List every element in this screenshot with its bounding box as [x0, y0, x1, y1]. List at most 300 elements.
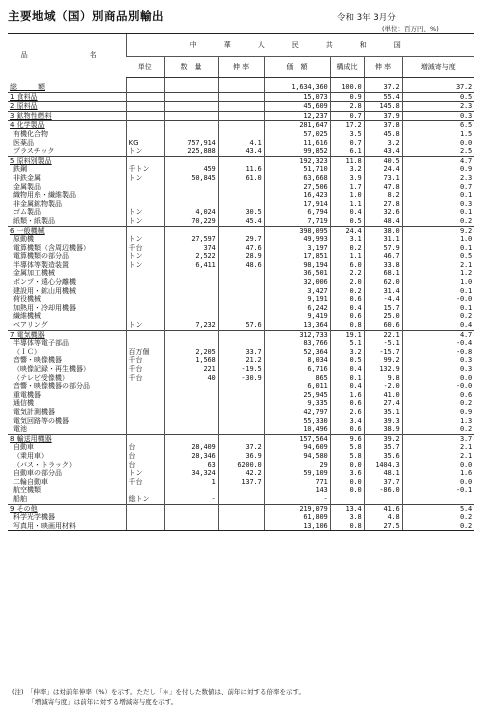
unit-cell: トン [126, 208, 164, 217]
share-cell: 3.8 [330, 513, 364, 522]
value-rate-cell: 45.8 [364, 130, 402, 139]
item-name-cell: 電池 [13, 425, 27, 434]
unit-cell [126, 102, 164, 112]
quantity-cell [164, 391, 218, 400]
item-name-cell: ポンプ・遠心分離機 [13, 278, 76, 287]
value-cell: 36,501 [264, 269, 330, 278]
item-name-cell: 加熱用・冷却用機器 [13, 303, 76, 312]
quantity-cell: - [164, 495, 218, 504]
quantity-rate-cell [218, 382, 264, 391]
quantity-rate-cell [218, 330, 264, 339]
quantity-cell [164, 226, 218, 235]
quantity-cell [164, 339, 218, 348]
quantity-rate-cell [218, 295, 264, 304]
quantity-rate-cell: 21.2 [218, 356, 264, 365]
item-name-cell: （映像記録・再生機器） [13, 365, 90, 373]
table-row [8, 365, 474, 374]
value-cell: 94,580 [264, 452, 330, 461]
value-cell: 219,079 [264, 504, 330, 513]
value-cell: 17,851 [264, 252, 330, 261]
value-rate-cell: 145.8 [364, 102, 402, 112]
quantity-rate-cell [218, 304, 264, 313]
unit-cell [126, 486, 164, 495]
value-rate-cell: 41.0 [364, 391, 402, 400]
share-cell: 6.1 [330, 147, 364, 156]
share-cell: 9.6 [330, 434, 364, 443]
share-cell: 17.2 [330, 121, 364, 130]
contribution-cell: 0.0 [402, 374, 474, 383]
share-cell: 5.8 [330, 443, 364, 452]
table-row [8, 443, 474, 452]
item-name-cell: 重電機器 [13, 390, 41, 399]
quantity-cell [164, 434, 218, 443]
footnote-line: 「増減寄与度」は前年に対する増減寄与度を示す。 [12, 698, 178, 706]
contribution-cell: -0.8 [402, 348, 474, 357]
unit-cell [126, 312, 164, 321]
quantity-rate-cell: 48.6 [218, 261, 264, 270]
unit-cell [126, 330, 164, 339]
table-row [8, 174, 474, 183]
quantity-cell [164, 130, 218, 139]
value-cell: 16,423 [264, 191, 330, 200]
item-name-cell: 2 原料品 [8, 102, 126, 112]
unit-cell: トン [126, 252, 164, 261]
value-rate-cell: -4.4 [364, 295, 402, 304]
share-cell: 0.8 [330, 321, 364, 330]
share-cell: 0.7 [330, 139, 364, 148]
value-rate-cell: 33.8 [364, 261, 402, 270]
unit-cell [126, 83, 164, 92]
table-row [8, 261, 474, 270]
unit-cell: トン [126, 217, 164, 226]
page-title: 主要地域（国）別商品別輸出 [8, 9, 164, 23]
contribution-cell: 0.2 [402, 399, 474, 408]
table-row [8, 92, 474, 102]
table-row [8, 200, 474, 209]
quantity-rate-cell: 11.6 [218, 165, 264, 174]
unit-cell: 台 [126, 452, 164, 461]
share-cell: 0.5 [330, 356, 364, 365]
item-name-cell: 総 額 [10, 83, 45, 91]
contribution-cell: 4.7 [402, 156, 474, 165]
value-cell: 6,011 [264, 382, 330, 391]
unit-cell: 総トン [126, 495, 164, 504]
item-name-cell: 建設用・鉱山用機械 [13, 286, 76, 295]
quantity-cell: 34,324 [164, 469, 218, 478]
share-cell: 24.4 [330, 226, 364, 235]
item-name-cell: 3 鉱物性燃料 [8, 111, 126, 121]
share-cell: 0.1 [330, 374, 364, 383]
value-rate-cell: 41.6 [364, 504, 402, 513]
contribution-cell: 0.3 [402, 200, 474, 209]
quantity-cell: 40 [164, 374, 218, 383]
item-name-cell: （ＩＣ） [13, 347, 41, 356]
item-name-cell: 医薬品 [13, 138, 34, 147]
value-rate-cell: 9.8 [364, 374, 402, 383]
unit-label: (単位：百万円、%) [382, 25, 439, 33]
quantity-cell [164, 417, 218, 426]
value-rate-cell: -86.0 [364, 486, 402, 495]
unit-cell: 千トン [126, 165, 164, 174]
quantity-cell [164, 295, 218, 304]
value-cell: 57,025 [264, 130, 330, 139]
value-rate-cell: 38.9 [364, 425, 402, 434]
unit-cell: トン [126, 174, 164, 183]
quantity-rate-cell [218, 434, 264, 443]
quantity-rate-cell [218, 269, 264, 278]
value-cell: 99,852 [264, 147, 330, 156]
share-cell: 2.6 [330, 408, 364, 417]
contribution-cell: 0.2 [402, 425, 474, 434]
share-cell [330, 495, 364, 504]
value-rate-cell: 15.7 [364, 304, 402, 313]
quantity-rate-cell: 37.2 [218, 443, 264, 452]
table-row [8, 478, 474, 487]
unit-cell [126, 504, 164, 513]
table-row [8, 513, 474, 522]
table-row [8, 235, 474, 244]
quantity-cell: 459 [164, 165, 218, 174]
contribution-cell: 6.5 [402, 121, 474, 130]
share-cell: 3.1 [330, 235, 364, 244]
share-cell: 0.0 [330, 461, 364, 470]
table-row [8, 330, 474, 339]
table-row [8, 452, 474, 461]
value-header: 価 額 [264, 57, 330, 78]
contribution-cell: 2.5 [402, 147, 474, 156]
contribution-cell: -0.0 [402, 295, 474, 304]
item-name-cell: 二輪自動車 [13, 477, 48, 486]
item-name-cell: 半導体等電子部品 [13, 339, 69, 348]
quantity-rate-cell: 30.5 [218, 208, 264, 217]
share-cell: 3.9 [330, 174, 364, 183]
quantity-rate-cell: 61.0 [218, 174, 264, 183]
contribution-cell: 0.2 [402, 217, 474, 226]
value-rate-cell: 48.4 [364, 217, 402, 226]
table-row [8, 425, 474, 434]
value-cell: 94,609 [264, 443, 330, 452]
unit-cell: 千台 [126, 356, 164, 365]
item-name-cell: 電気計測機器 [13, 407, 55, 416]
table-row [8, 312, 474, 321]
value-cell: 3,197 [264, 244, 330, 253]
value-cell: 9,335 [264, 399, 330, 408]
value-cell: 45,609 [264, 102, 330, 112]
value-rate-cell: 1404.3 [364, 461, 402, 470]
quantity-rate-cell: 47.6 [218, 244, 264, 253]
value-cell: 27,506 [264, 183, 330, 192]
item-name-cell: ベアリング [13, 321, 48, 330]
table-row [8, 304, 474, 313]
item-name-cell: 航空機類 [13, 486, 41, 495]
quantity-cell: 225,888 [164, 147, 218, 156]
contribution-cell: 0.1 [402, 244, 474, 253]
value-rate-cell: 3.2 [364, 139, 402, 148]
value-cell: 55,330 [264, 417, 330, 426]
table-row [8, 339, 474, 348]
table-row [8, 130, 474, 139]
unit-cell [126, 287, 164, 296]
value-rate-cell: 99.2 [364, 356, 402, 365]
value-cell: 17,914 [264, 200, 330, 209]
unit-cell: 千台 [126, 478, 164, 487]
item-name-cell: 織物用糸・繊維製品 [13, 191, 76, 200]
quantity-cell [164, 304, 218, 313]
value-cell: 143 [264, 486, 330, 495]
unit-cell: トン [126, 147, 164, 156]
contribution-cell: 4.7 [402, 330, 474, 339]
contribution-cell: 0.2 [402, 513, 474, 522]
unit-cell [126, 269, 164, 278]
quantity-rate-cell [218, 339, 264, 348]
table-row [8, 217, 474, 226]
table-row [8, 208, 474, 217]
quantity-rate-cell [218, 425, 264, 434]
value-rate-cell: 35.7 [364, 443, 402, 452]
quantity-rate-cell: 57.6 [218, 321, 264, 330]
quantity-rate-cell [218, 278, 264, 287]
quantity-rate-cell [218, 417, 264, 426]
contribution-cell [402, 495, 474, 504]
share-cell: 0.6 [330, 312, 364, 321]
quantity-cell [164, 486, 218, 495]
value-cell: 59,109 [264, 469, 330, 478]
contribution-cell: 0.0 [402, 478, 474, 487]
item-name-cell: 金属加工機械 [13, 269, 55, 278]
value-rate-cell: 39.2 [364, 434, 402, 443]
contribution-cell: -0.4 [402, 339, 474, 348]
value-cell: 51,710 [264, 165, 330, 174]
report-date: 令和 3年 3月分 [337, 13, 396, 23]
item-name-cell: ゴム製品 [13, 208, 41, 217]
table-row [8, 321, 474, 330]
unit-cell [126, 121, 164, 130]
contribution-cell: 5.4 [402, 504, 474, 513]
contribution-cell: 2.3 [402, 102, 474, 112]
item-name-cell: 自動車の部分品 [13, 469, 62, 478]
share-cell: 3.5 [330, 130, 364, 139]
table-row [8, 295, 474, 304]
share-cell: 6.0 [330, 261, 364, 270]
contribution-cell: 0.9 [402, 408, 474, 417]
value-rate-cell: 37.2 [364, 83, 402, 92]
unit-cell [126, 399, 164, 408]
quantity-rate-cell [218, 391, 264, 400]
unit-cell [126, 278, 164, 287]
value-rate-cell: 60.6 [364, 321, 402, 330]
value-cell: 157,564 [264, 434, 330, 443]
contribution-cell: 1.6 [402, 469, 474, 478]
item-name-cell: 通信機 [13, 399, 34, 408]
share-cell: 0.9 [330, 92, 364, 102]
value-cell: 12,237 [264, 111, 330, 121]
contribution-cell: 2.1 [402, 261, 474, 270]
value-rate-cell: 27.4 [364, 399, 402, 408]
unit-cell [126, 513, 164, 522]
value-rate-cell: 27.8 [364, 200, 402, 209]
unit-cell: トン [126, 261, 164, 270]
table-row [8, 121, 474, 130]
table-row [8, 244, 474, 253]
value-cell: 281,647 [264, 121, 330, 130]
contribution-cell: 0.5 [402, 92, 474, 102]
item-name-cell: プラスチック [13, 147, 55, 156]
value-cell: 7,719 [264, 217, 330, 226]
item-name-cell: 半導体等製造装置 [13, 260, 69, 269]
table-row [8, 408, 474, 417]
quantity-cell [164, 425, 218, 434]
quantity-cell [164, 200, 218, 209]
quantity-rate-cell [218, 287, 264, 296]
share-cell: 0.7 [330, 111, 364, 121]
quantity-rate-cell: 6200.0 [218, 461, 264, 470]
table-row [8, 156, 474, 165]
quantity-cell [164, 83, 218, 92]
quantity-rate-cell [218, 495, 264, 504]
quantity-cell [164, 287, 218, 296]
quantity-rate-cell: 137.7 [218, 478, 264, 487]
table-row [8, 504, 474, 513]
value-rate-cell: 132.9 [364, 365, 402, 374]
item-name-cell: 非鉄金属 [13, 173, 41, 182]
contribution-cell: 0.9 [402, 165, 474, 174]
contribution-header: 増減寄与度 [402, 57, 474, 78]
value-rate-cell: 35.1 [364, 408, 402, 417]
value-rate-cell: 55.4 [364, 92, 402, 102]
share-cell: 3.4 [330, 417, 364, 426]
quantity-cell: 757,914 [164, 139, 218, 148]
contribution-cell: 1.5 [402, 130, 474, 139]
quantity-cell [164, 399, 218, 408]
item-name-cell: 船舶 [13, 494, 27, 503]
contribution-cell: 0.3 [402, 356, 474, 365]
item-name-cell: 原動機 [13, 235, 34, 244]
region-header: 中 華 人 民 共 和 国 [126, 34, 474, 57]
share-cell: 11.8 [330, 156, 364, 165]
unit-cell [126, 434, 164, 443]
quantity-cell: 27,597 [164, 235, 218, 244]
value-rate-cell: 38.0 [364, 226, 402, 235]
unit-cell: 千台 [126, 244, 164, 253]
unit-cell [126, 304, 164, 313]
share-cell: 5.8 [330, 452, 364, 461]
quantity-cell: 50,845 [164, 174, 218, 183]
contribution-cell: 0.1 [402, 208, 474, 217]
item-name-cell: 5 原料別製品 [8, 156, 126, 165]
value-cell: 32,006 [264, 278, 330, 287]
unit-cell [126, 295, 164, 304]
item-name-cell: 電算機類（含周辺機器） [13, 243, 90, 252]
unit-cell [126, 92, 164, 102]
quantity-cell: 28,409 [164, 443, 218, 452]
unit-cell [126, 425, 164, 434]
quantity-cell [164, 330, 218, 339]
table-row [8, 382, 474, 391]
item-name-cell: 金属製品 [13, 182, 41, 191]
quantity-rate-cell [218, 92, 264, 102]
quantity-rate-cell [218, 513, 264, 522]
share-cell: 2.8 [330, 102, 364, 112]
table-row [8, 417, 474, 426]
share-cell: 0.4 [330, 208, 364, 217]
contribution-cell: 0.7 [402, 183, 474, 192]
contribution-cell: 0.1 [402, 191, 474, 200]
share-cell: 3.6 [330, 469, 364, 478]
share-cell: 2.0 [330, 278, 364, 287]
value-cell: 42,797 [264, 408, 330, 417]
quantity-cell [164, 513, 218, 522]
share-cell: 0.2 [330, 244, 364, 253]
unit-cell: トン [126, 321, 164, 330]
share-cell: 1.1 [330, 200, 364, 209]
value-cell: 13,364 [264, 321, 330, 330]
value-rate-header: 伸 率 [364, 57, 402, 78]
quantity-rate-cell [218, 312, 264, 321]
table-row [8, 111, 474, 121]
value-cell: 6,242 [264, 304, 330, 313]
item-name-cell: 9 その他 [8, 504, 126, 513]
item-name-cell: （乗用車） [13, 451, 48, 460]
contribution-cell: 1.0 [402, 235, 474, 244]
quantity-cell [164, 504, 218, 513]
contribution-cell: 0.6 [402, 391, 474, 400]
contribution-cell: 1.2 [402, 269, 474, 278]
unit-cell [126, 417, 164, 426]
share-cell: 0.2 [330, 287, 364, 296]
value-rate-cell: 31.4 [364, 287, 402, 296]
table-row [8, 269, 474, 278]
share-cell: 0.4 [330, 304, 364, 313]
item-name-cell: 電気回路等の機器 [13, 416, 69, 425]
contribution-cell: 2.1 [402, 452, 474, 461]
quantity-rate-cell [218, 486, 264, 495]
quantity-cell: 221 [164, 365, 218, 374]
quantity-cell [164, 92, 218, 102]
quantity-rate-cell: 29.7 [218, 235, 264, 244]
share-cell: 0.5 [330, 217, 364, 226]
value-rate-cell: -2.0 [364, 382, 402, 391]
value-cell: 1,634,360 [264, 83, 330, 92]
unit-cell [126, 130, 164, 139]
quantity-rate-cell: 33.7 [218, 348, 264, 357]
share-cell: 0.0 [330, 486, 364, 495]
quantity-rate-cell [218, 522, 264, 531]
quantity-cell [164, 102, 218, 112]
contribution-cell: -0.0 [402, 382, 474, 391]
quantity-cell: 70,229 [164, 217, 218, 226]
contribution-cell: 0.4 [402, 321, 474, 330]
value-cell: 13,106 [264, 522, 330, 531]
contribution-cell: 0.2 [402, 312, 474, 321]
value-cell: 771 [264, 478, 330, 487]
quantity-cell [164, 522, 218, 531]
table-row [8, 461, 474, 470]
quantity-cell: 6,411 [164, 261, 218, 270]
item-name-cell: 8 輸送用機器 [8, 434, 126, 443]
footnote-line: (注) 「伸率」は対前年伸率（%）を示す。ただし「＊」を付した数値は、前年に対する倍率を示す。 [12, 688, 305, 696]
share-cell: 3.2 [330, 348, 364, 357]
quantity-cell: 1 [164, 478, 218, 487]
contribution-cell: 2.1 [402, 443, 474, 452]
value-cell: 29 [264, 461, 330, 470]
value-rate-cell: 39.3 [364, 417, 402, 426]
quantity-cell [164, 183, 218, 192]
value-rate-cell: 32.6 [364, 208, 402, 217]
contribution-cell: -0.1 [402, 486, 474, 495]
share-cell: 100.0 [330, 83, 364, 92]
item-name-cell: 4 化学製品 [8, 121, 126, 130]
value-rate-cell: 31.1 [364, 235, 402, 244]
